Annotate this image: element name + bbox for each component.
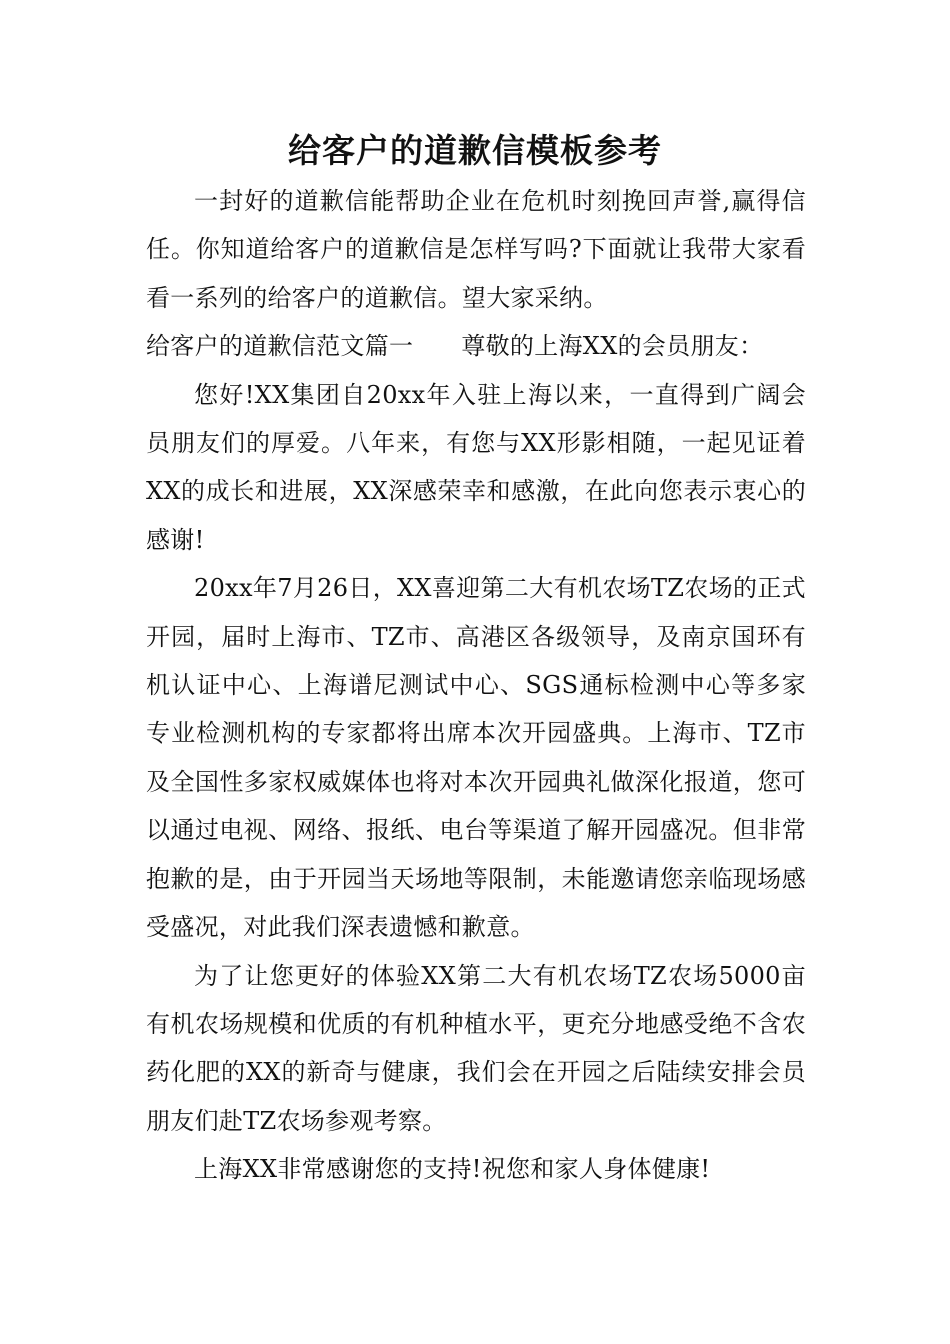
document-body <box>146 177 806 1194</box>
section-heading: 给客户的道歉信范文篇一 <box>146 332 414 361</box>
page-title: 给客户的道歉信模板参考 <box>288 131 662 170</box>
section-heading-line <box>146 322 806 370</box>
salutation: 尊敬的上海XX的会员朋友： <box>461 332 764 361</box>
body-paragraph-1: 您好!XX集团自20xx年入驻上海以来，一直得到广阔会员朋友们的厚爱。八年来，有您与XX形影相随，一起见证着XX的成长和进展，XX深感荣幸和感激，在此向您表示衷心的感谢! <box>146 380 806 554</box>
intro-paragraph: 一封好的道歉信能帮助企业在危机时刻挽回声誉,赢得信任。你知道给客户的道歉信是怎样写吗?下面就让我带大家看看一系列的给客户的道歉信。望大家采纳。 <box>146 187 806 312</box>
body-paragraph-2: 20xx年7月26日，XX喜迎第二大有机农场TZ农场的正式开园，届时上海市、TZ市、高港区各级领导，及南京国环有机认证中心、上海谱尼测试中心、SGS通标检测中心等多家专业检测机构的专家都将出席本次开园盛典。上海市、TZ市及全国性多家权威媒体也将对本次开园典礼做深化报道，您可以通过电视、网络、报纸、电台等渠道了解开园盛况。但非常抱歉的是，由于开园当天场地等限制，未能邀请您亲临现场感受盛况，对此我们深表遗憾和歉意。 <box>146 574 806 942</box>
body-paragraph-3: 为了让您更好的体验XX第二大有机农场TZ农场5000亩有机农场规模和优质的有机种植水平，更充分地感受绝不含农药化肥的XX的新奇与健康，我们会在开园之后陆续安排会员朋友们赴TZ农场参观考察。 <box>146 961 806 1135</box>
body-paragraph-4: 上海XX非常感谢您的支持!祝您和家人身体健康! <box>194 1155 711 1184</box>
